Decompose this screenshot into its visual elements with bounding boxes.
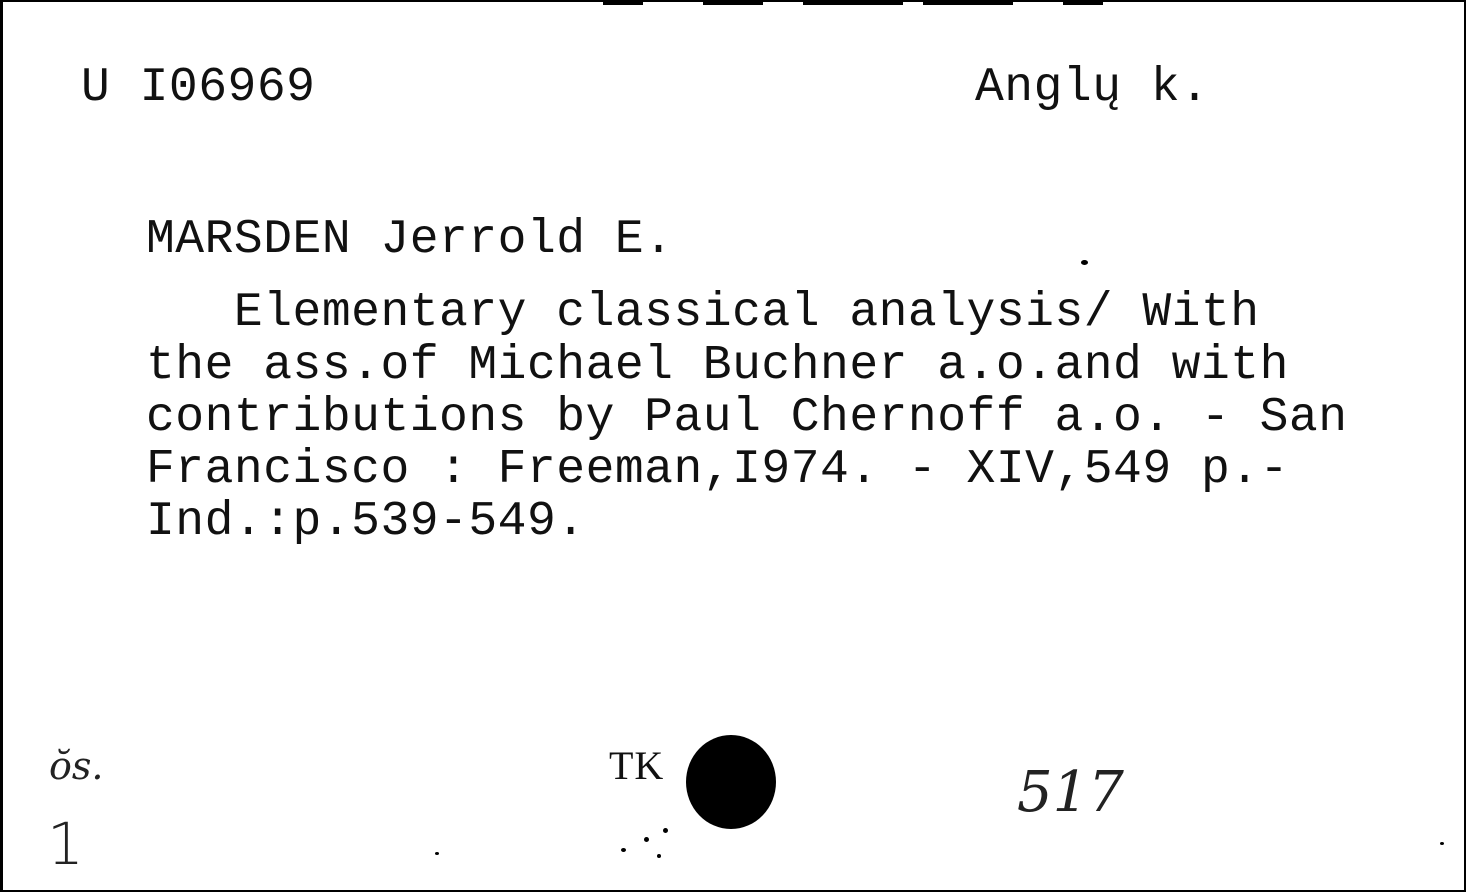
ink-speck <box>657 854 661 858</box>
description-line: Elementary classical analysis/ With <box>146 286 1260 340</box>
card-top-edge-mark <box>703 2 763 5</box>
handwritten-copies-count: 1 <box>47 810 84 878</box>
stamp-label: TK <box>609 743 665 788</box>
author-heading: MARSDEN Jerrold E. <box>146 213 674 267</box>
call-number: U I06969 <box>81 61 316 115</box>
description-line: Francisco : Freeman,I974. - XIV,549 p.- <box>146 443 1289 497</box>
description-line: the ass.of Michael Buchner a.o.and with <box>146 339 1289 393</box>
handwritten-copies-label: ŏs. <box>49 744 104 788</box>
ink-speck <box>1440 842 1444 845</box>
ink-speck <box>644 837 649 842</box>
card-top-edge-mark <box>803 2 903 5</box>
description-line: Ind.:p.539-549. <box>146 495 586 549</box>
ink-speck <box>435 852 439 855</box>
language-label: Anglų k. <box>975 61 1210 115</box>
ink-stamp-dot <box>686 735 776 829</box>
ink-speck <box>663 828 668 833</box>
card-top-edge-mark <box>1063 2 1103 5</box>
description-line: contributions by Paul Chernoff a.o. - San <box>146 391 1348 445</box>
handwritten-shelf-number: 517 <box>1017 760 1124 825</box>
ink-speck <box>621 848 626 852</box>
card-top-edge-mark <box>603 2 643 5</box>
card-top-edge-mark <box>923 2 1013 5</box>
ink-speck <box>1081 260 1088 265</box>
